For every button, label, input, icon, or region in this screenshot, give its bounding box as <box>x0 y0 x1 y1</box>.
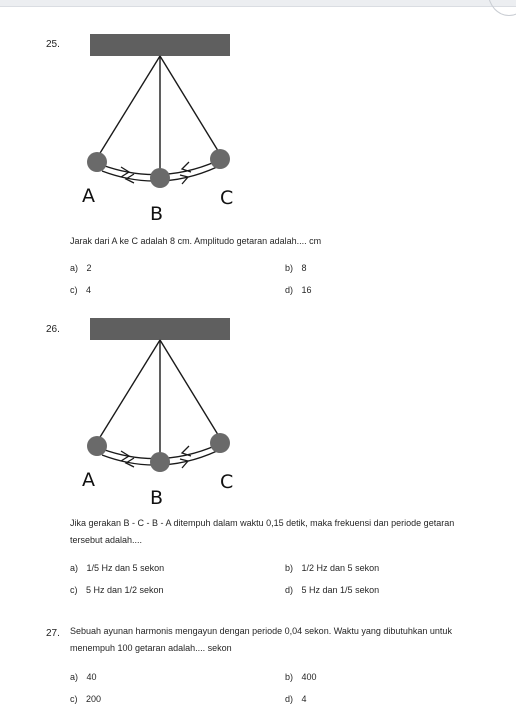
label-b: B <box>150 203 164 225</box>
option-letter: a) <box>70 672 79 682</box>
bob-position-b <box>150 452 170 472</box>
option-c-26[interactable] <box>70 585 164 595</box>
arrow-head-mid-right-icon <box>180 459 188 468</box>
option-letter: c) <box>70 285 78 295</box>
bob-position-c <box>210 433 230 453</box>
option-letter: d) <box>285 585 294 595</box>
question-number-26: 26. <box>46 324 60 335</box>
option-letter: b) <box>285 263 294 273</box>
option-letter: d) <box>285 285 294 295</box>
question-text-27: Sebuah ayunan harmonis mengayun dengan periode 0,04 sekon. Waktu yang dibutuhkan untuk menempuh 100 getaran adalah.... sekon <box>70 626 452 653</box>
question-text-26: Jika gerakan B - C - B - A ditempuh dalam waktu 0,15 detik, maka frekuensi dan periode getaran tersebut adalah.... <box>70 518 455 545</box>
label-a: A <box>82 185 95 207</box>
label-c: C <box>220 471 234 493</box>
pendulum-diagram-26 <box>72 318 242 512</box>
pendulum-string-left <box>97 56 160 158</box>
arrow-head-mid-right-icon <box>180 175 188 184</box>
label-b: B <box>150 487 164 509</box>
bob-position-c <box>210 149 230 169</box>
option-text: 5 Hz dan 1/5 sekon <box>301 585 380 595</box>
option-text: 2 <box>86 263 92 273</box>
ceiling-block <box>90 34 230 56</box>
option-b-25[interactable] <box>285 263 307 273</box>
question-text-25: Jarak dari A ke C adalah 8 cm. Amplitudo getaran adalah.... cm <box>70 236 322 246</box>
bob-position-a <box>87 152 107 172</box>
option-a-27[interactable] <box>70 672 97 682</box>
option-letter: b) <box>285 563 294 573</box>
pendulum-string-right <box>160 340 220 438</box>
pendulum-string-right <box>160 56 220 154</box>
pendulum-string-left <box>97 340 160 442</box>
option-b-27[interactable] <box>285 672 317 682</box>
option-text: 1/2 Hz dan 5 sekon <box>301 563 380 573</box>
option-text: 1/5 Hz dan 5 sekon <box>86 563 165 573</box>
option-a-25[interactable] <box>70 263 92 273</box>
option-c-25[interactable] <box>70 285 91 295</box>
bob-position-a <box>87 436 107 456</box>
option-b-26[interactable] <box>285 563 379 573</box>
option-text: 16 <box>301 285 312 295</box>
option-text: 200 <box>86 694 102 704</box>
option-letter: a) <box>70 263 79 273</box>
option-letter: c) <box>70 585 78 595</box>
worksheet-page <box>0 6 516 720</box>
label-a: A <box>82 469 95 491</box>
option-text: 400 <box>301 672 317 682</box>
question-number-27: 27. <box>46 628 60 639</box>
bob-position-b <box>150 168 170 188</box>
option-text: 5 Hz dan 1/2 sekon <box>86 585 164 595</box>
option-letter: b) <box>285 672 294 682</box>
option-letter: d) <box>285 694 294 704</box>
question-number-25: 25. <box>46 39 60 50</box>
ceiling-block <box>90 318 230 340</box>
option-letter: a) <box>70 563 79 573</box>
option-text: 4 <box>86 285 92 295</box>
option-text: 8 <box>301 263 307 273</box>
option-c-27[interactable] <box>70 694 101 704</box>
option-d-27[interactable] <box>285 694 307 704</box>
option-d-25[interactable] <box>285 285 312 295</box>
option-letter: c) <box>70 694 78 704</box>
pendulum-diagram-25 <box>72 34 242 228</box>
option-d-26[interactable] <box>285 585 379 595</box>
label-c: C <box>220 187 234 209</box>
option-text: 4 <box>301 694 307 704</box>
option-text: 40 <box>86 672 97 682</box>
option-a-26[interactable] <box>70 563 164 573</box>
